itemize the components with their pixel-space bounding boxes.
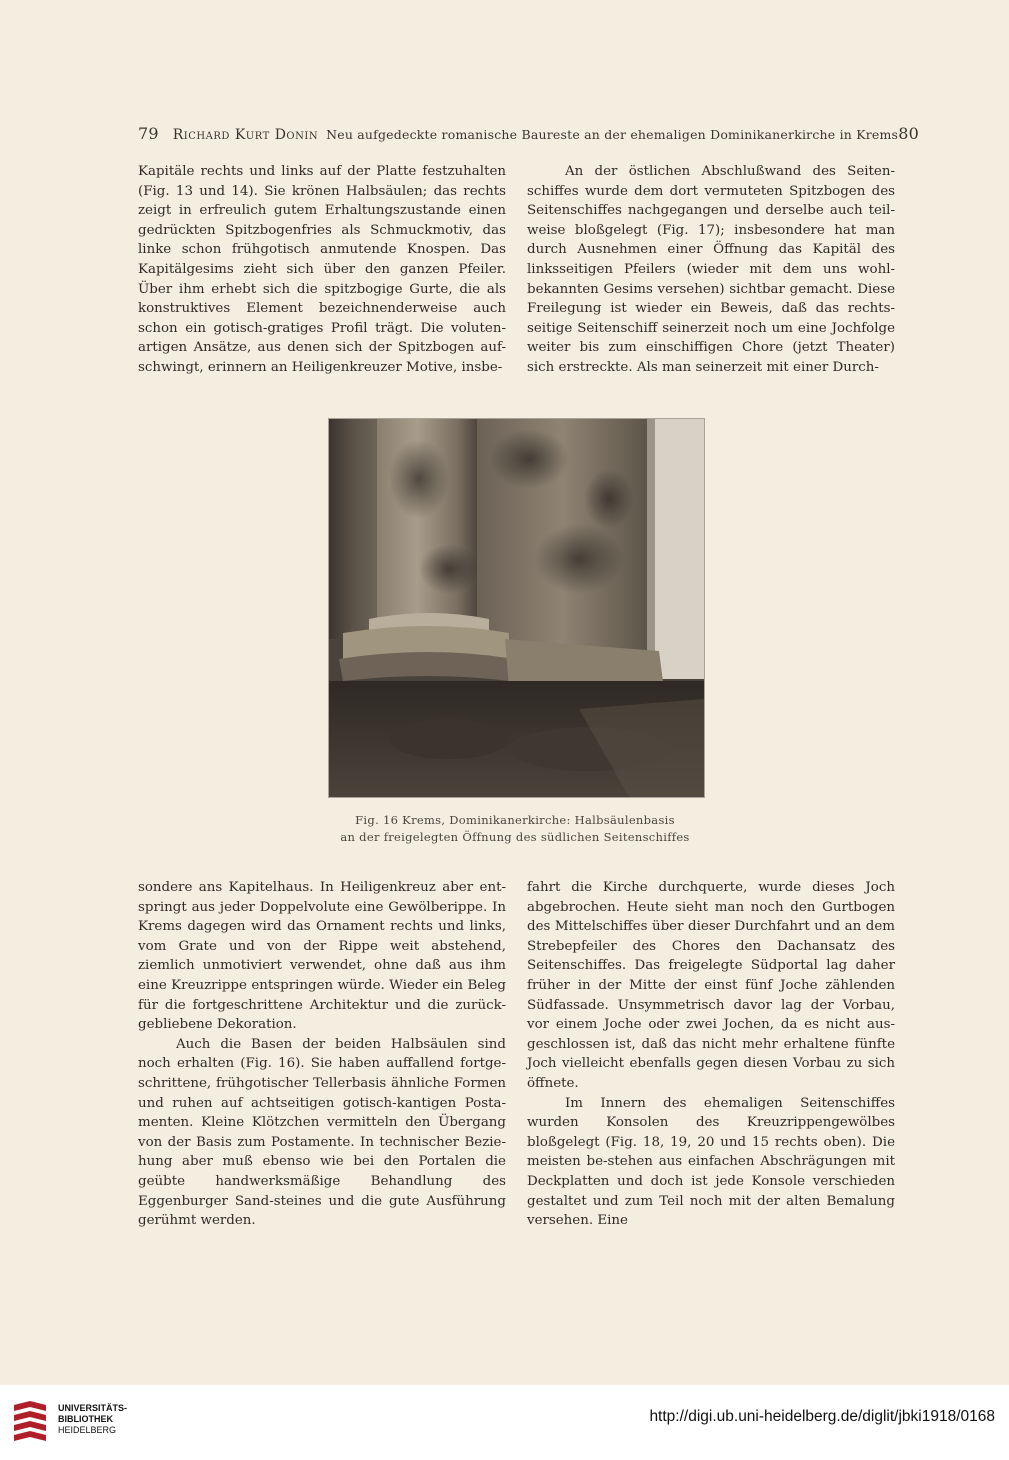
university-library-logo-icon [10, 1399, 50, 1443]
paragraph: sondere ans Kapitelhaus. In Heiligenkreuz aber ent-springt aus jeder Doppelvolute eine Gewölberippe. In Krems dagegen wird das Ornament rechts und links, vom Grate und von der Rippe weit abstehend, ziemlich unmotiviert verwendet, ohne daß aus ihm eine Kreuzrippe entspringen würde. Wieder ein Beleg für die fortgeschrittene Architektur und die zurück-gebliebene Dekoration. [138, 880, 506, 1033]
paragraph: Auch die Basen der beiden Halbsäulen sind noch erhalten (Fig. 16). Sie haben auffallend fortge-schrittene, frühgotischer Tellerbasis ähnliche Formen und ruhen auf achtseitigen gotisch-kantigen Posta-menten. Kleine Klötzchen vermitteln den Übergang von der Basis zum Postamente. In technischer Bezie-hung aber muß ebenso wie bei den Portalen die geübte handwerksmäßige Behandlung des Eggenburger Sand-steines und die gute Ausführung gerühmt werden. [138, 1036, 506, 1229]
library-name-line2: BIBLIOTHEK [58, 1414, 113, 1424]
library-name-line3: HEIDELBERG [58, 1425, 117, 1435]
page-number-right: 80 [898, 124, 919, 143]
text-column-right-top [527, 162, 895, 378]
paragraph: Kapitäle rechts und links auf der Platte festzuhalten (Fig. 13 und 14). Sie krönen Halbsäulen; das rechts zeigt in erfreulich gutem Erhaltungszustande einen gedrückten Spitzbogenfries als Schmuckmotiv, das linke schon frühgotisch anmutende Knospen. Das Kapitälgesims zieht sich über den ganzen Pfeiler. Über ihm erhebt sich die spitzbogige Gurte, die als konstruktives Element bezeichnenderweise auch schon ein gotisch-gratiges Profil trägt. Die voluten-artigen Ansätze, aus denen sich der Spitzbogen auf-schwingt, erinnern an Heiligenkreuzer Motive, insbe- [138, 164, 506, 375]
library-footer [0, 1385, 1009, 1460]
source-url-link[interactable]: http://digi.ub.uni-heidelberg.de/diglit/jbki1918/0168 [649, 1408, 995, 1425]
header-title: Neu aufgedeckte romanische Baureste an der ehemaligen Dominikanerkirche in Krems [326, 127, 899, 142]
page-number-left: 79 [138, 124, 159, 143]
figure-caption-line1: Fig. 16 Krems, Dominikanerkirche: Halbsäulenbasis [355, 813, 675, 827]
figure-caption-line2: an der freigelegten Öffnung des südlichen Seitenschiffes [340, 830, 690, 844]
text-column-left-bottom [138, 878, 506, 1231]
text-column-right-bottom [527, 878, 895, 1231]
paragraph: Im Innern des ehemaligen Seitenschiffes wurden Konsolen des Kreuzrippengewölbes bloßgelegt (Fig. 18, 19, 20 und 15 rechts oben). Die meisten be-stehen aus einfachen Abschrägungen mit Deckplatten und doch ist jede Konsole verschieden gestaltet und zum Teil noch mit der alten Bemalung versehen. Eine [527, 1095, 895, 1229]
running-header [138, 124, 919, 143]
paragraph: fahrt die Kirche durchquerte, wurde dieses Joch abgebrochen. Heute sieht man noch den Gurtbogen des Mittelschiffes über dieser Durchfahrt und an dem Strebepfeiler des Chores den Dachansatz des Seitenschiffes. Das freigelegte Südportal lag daher früher in der Mitte der einst fünf Joche zählenden Südfassade. Unsymmetrisch davor lag der Vorbau, vor einem Joche oder zwei Jochen, da es nicht aus-geschlossen ist, daß das nicht mehr erhaltene fünfte Joch vielleicht ebenfalls gegen diesen Vorbau zu sich öffnete. [527, 880, 895, 1091]
header-author: Richard Kurt Donin [172, 127, 319, 143]
text-column-left-top [138, 162, 506, 378]
paragraph: An der östlichen Abschlußwand des Seiten-schiffes wurde dem dort vermuteten Spitzbogen des Seitenschiffes nachgegangen und derselbe auch teil-weise bloßgelegt (Fig. 17); insbesondere hat man durch Ausnehmen einer Öffnung das Kapitäl des linksseitigen Pfeilers (wieder mit dem uns wohl-bekannten Gesims versehen) sichtbar gemacht. Diese Freilegung ist wieder ein Beweis, daß das rechts-seitige Seitenschiff seinerzeit noch um eine Jochfolge weiter bis zum einschiffigen Chore (jetzt Theater) sich erstreckte. Als man seinerzeit mit einer Durch- [527, 164, 895, 375]
figure-photo [328, 418, 705, 798]
column-base-photo [329, 419, 704, 797]
library-name [58, 1403, 127, 1436]
library-name-line1: UNIVERSITÄTS- [58, 1403, 128, 1413]
